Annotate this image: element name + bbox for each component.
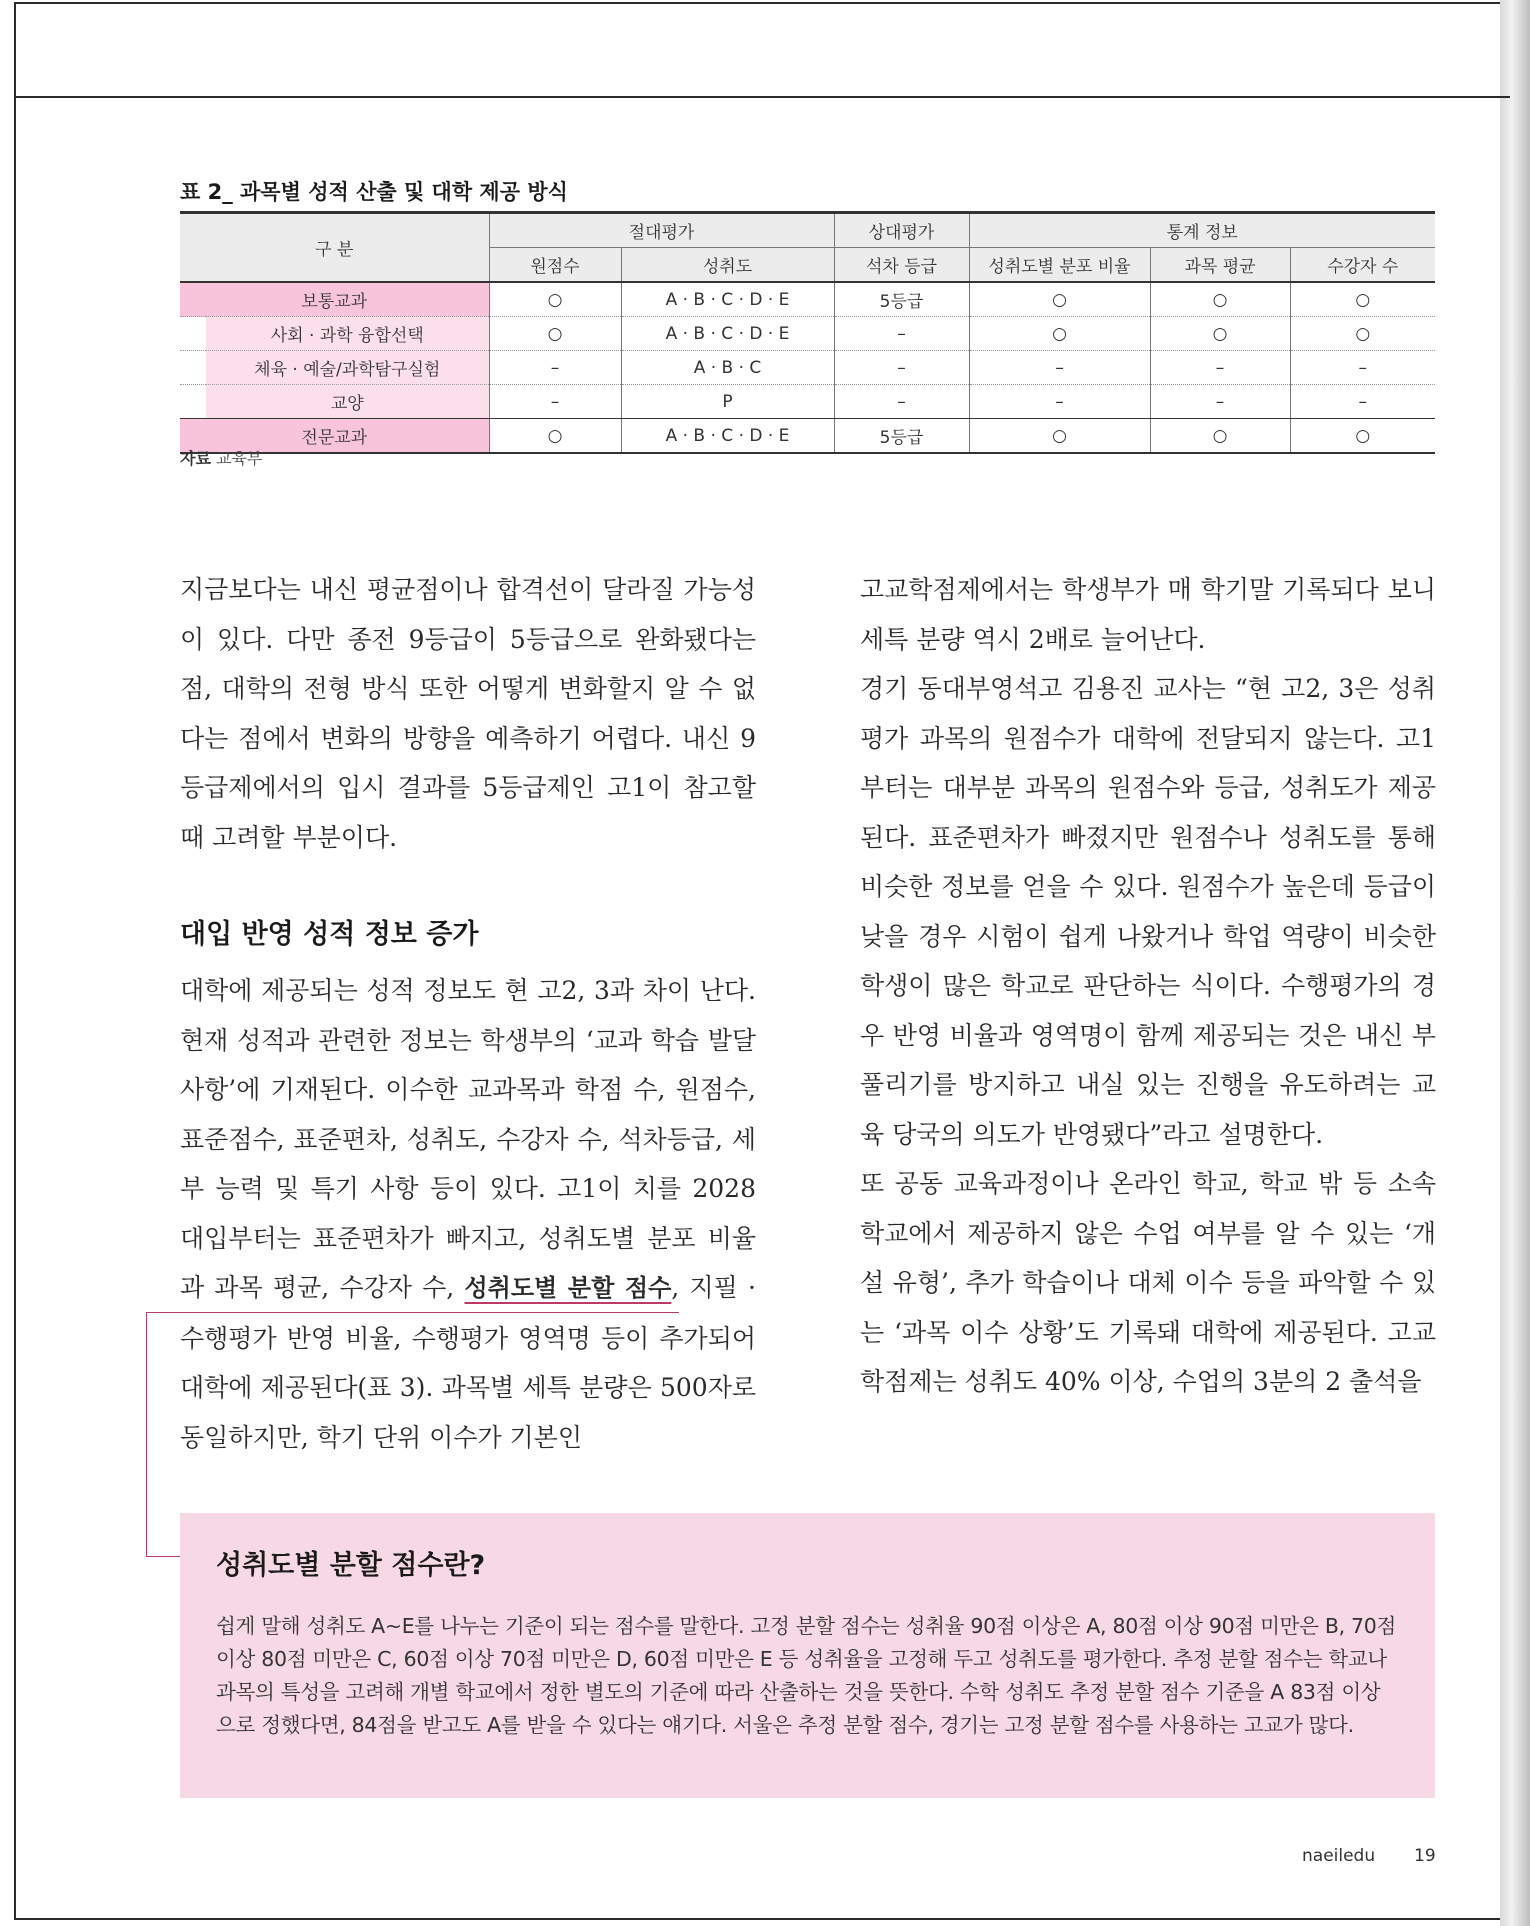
table-title: 표 2_ 과목별 성적 산출 및 대학 제공 방식 [180,180,568,204]
row-label: 보통교과 [180,282,489,317]
section-heading: 대입 반영 성적 정보 증가 [180,919,479,950]
table-cell: A · B · C [621,351,834,385]
left-column-intro [180,565,756,862]
table-row [180,351,1435,385]
table-cell: ○ [489,282,621,317]
header-col-raw-score: 원점수 [489,248,621,283]
table-row [180,419,1435,454]
table-source [180,446,262,469]
table-cell: ○ [969,419,1150,454]
table-cell: ○ [1150,317,1290,351]
page-edge-shadow [1500,0,1530,1926]
left-paragraph-2 [180,966,756,1462]
table-row [180,282,1435,317]
table-cell: – [1150,385,1290,419]
table-cell: – [1150,351,1290,385]
row-label: 전문교과 [180,419,489,454]
header-col-achievement: 성취도 [621,248,834,283]
table-cell: ○ [489,317,621,351]
source-value: 교육부 [216,449,263,468]
score-table [180,211,1435,454]
table-cell: – [834,351,969,385]
callout-connector-end [146,1556,180,1557]
left-column-body [180,966,756,1462]
header-col-rank-grade: 석차 등급 [834,248,969,283]
table-cell: ○ [969,317,1150,351]
right-column [860,565,1436,1407]
table-cell: ○ [969,282,1150,317]
row-indent [180,317,206,351]
table-cell: – [1290,351,1435,385]
right-paragraph-2: 경기 동대부영석고 김용진 교사는 “현 고2, 3은 성취평가 과목의 원점수가 대학에 전달되지 않는다. 고1부터는 대부분 과목의 원점수와 등급, 성취도가 제공된다. 표준편차가 빠졌지만 원점수나 성취도를 통해 비슷한 정보를 얻을 수 있다. 원점수가 높은데 등급이 낮을 경우 시험이 쉽게 나왔거나 학업 역량이 비슷한 학생이 많은 학교로 판단하는 식이다. 수행평가의 경우 반영 비율과 영역명이 함께 제공되는 것은 내신 부풀리기를 방지하고 내실 있는 진행을 유도하려는 교육 당국의 의도가 반영됐다”라고 설명한다. [860,674,1436,1149]
table-cell: 5등급 [834,419,969,454]
table-cell: ○ [1150,419,1290,454]
page-number: 19 [1414,1846,1436,1866]
table-row [180,385,1435,419]
row-label: 사회 · 과학 융합선택 [206,317,489,351]
callout-title: 성취도별 분할 점수란? [216,1550,486,1581]
table-cell: ○ [1150,282,1290,317]
header-rule [16,96,1510,98]
header-absolute: 절대평가 [489,213,834,248]
header-col-enrollment: 수강자 수 [1290,248,1435,283]
table-cell: – [1290,385,1435,419]
callout-connector-vertical [146,1312,147,1556]
table-cell: A · B · C · D · E [621,317,834,351]
row-indent [180,351,206,385]
left-paragraph-1: 지금보다는 내신 평균점이나 합격선이 달라질 가능성이 있다. 다만 종전 9등급이 5등급으로 완화됐다는 점, 대학의 전형 방식 또한 어떻게 변화할지 알 수 없다는 점에서 변화의 방향을 예측하기 어렵다. 내신 9등급제에서의 입시 결과를 5등급제인 고1이 참고할 때 고려할 부분이다. [180,575,756,852]
left-paragraph-2-start: 대학에 제공되는 성적 정보도 현 고2, 3과 차이 난다. 현재 성적과 관련한 정보는 학생부의 ‘교과 학습 발달 사항’에 기재된다. 이수한 교과목과 학점 수, 원점수, 표준점수, 표준편차, 성취도, 수강자 수, 석차등급, 세부 능력 및 특기 사항 등이 있다. 고1이 치를 2028 대입부터는 표준편차가 빠지고, 성취도별 분포 비율과 과목 평균, 수강자 수, [180,976,756,1302]
table-cell: A · B · C · D · E [621,419,834,454]
right-paragraph-1: 고교학점제에서는 학생부가 매 학기말 기록되다 보니 세특 분량 역시 2배로 늘어난다. [860,575,1436,654]
table-cell: A · B · C · D · E [621,282,834,317]
row-label: 체육 · 예술/과학탐구실험 [206,351,489,385]
left-paragraph-2-end: , 지필 · 수행평가 반영 비율, 수행평가 영역명 등이 추가되어 대학에 제공된다(표 3). 과목별 세특 분량은 500자로 동일하지만, 학기 단위 이수가 기본인 [180,1273,756,1452]
row-label: 교양 [206,385,489,419]
header-relative: 상대평가 [834,213,969,248]
header-gubun: 구 분 [180,213,489,283]
callout-body: 쉽게 말해 성취도 A~E를 나누는 기준이 되는 점수를 말한다. 고정 분할 점수는 성취율 90점 이상은 A, 80점 이상 90점 미만은 B, 70점 이상 80점 미만은 C, 60점 이상 70점 미만은 D, 60점 미만은 E 등 성취율을 고정해 두고 성취도를 평가한다. 추정 분할 점수는 학교나 과목의 특성을 고려해 개별 학교에서 정한 별도의 기준에 따라 산출하는 것을 뜻한다. 수학 성취도 추정 분할 점수 기준을 A 83점 이상으로 정했다면, 84점을 받고도 A를 받을 수 있다는 얘기다. 서울은 추정 분할 점수, 경기는 고정 분할 점수를 사용하는 고교가 많다. [216,1614,1397,1737]
table-cell: P [621,385,834,419]
highlighted-term: 성취도별 분할 점수 [464,1274,672,1302]
row-indent [180,385,206,419]
table-cell: 5등급 [834,282,969,317]
table-cell: – [834,385,969,419]
table-cell: – [489,351,621,385]
footer-brand: naeiledu [1302,1846,1376,1866]
table-row [180,317,1435,351]
callout-connector [146,1312,679,1313]
table-cell: – [969,351,1150,385]
header-stats: 통계 정보 [969,213,1435,248]
source-label: 자료 [180,449,211,468]
table-cell: ○ [1290,419,1435,454]
table-cell: – [834,317,969,351]
right-paragraph-3: 또 공동 교육과정이나 온라인 학교, 학교 밖 등 소속 학교에서 제공하지 않은 수업 여부를 알 수 있는 ‘개설 유형’, 추가 학습이나 대체 이수 등을 파악할 수 있는 ‘과목 이수 상황’도 기록돼 대학에 제공된다. 고교학점제는 성취도 40% 이상, 수업의 3분의 2 출석을 [860,1169,1436,1396]
table-cell: ○ [1290,317,1435,351]
table-cell: – [969,385,1150,419]
definition-callout [180,1513,1435,1798]
header-col-distribution: 성취도별 분포 비율 [969,248,1150,283]
table-cell: ○ [1290,282,1435,317]
header-col-average: 과목 평균 [1150,248,1290,283]
table-cell: – [489,385,621,419]
table-cell: ○ [489,419,621,454]
